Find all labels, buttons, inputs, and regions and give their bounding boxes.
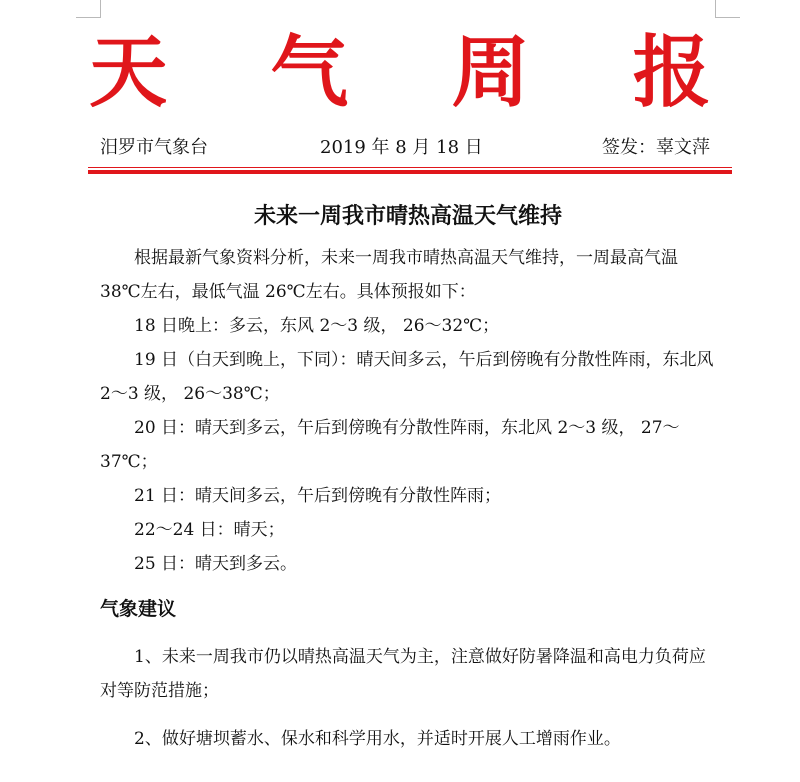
forecast-line: 25 日：晴天到多云。 xyxy=(134,554,298,574)
forecast-line: 19 日（白天到晚上，下同）：晴天间多云，午后到傍晚有分散性阵雨，东北风 2～3 级， 26～38℃； xyxy=(100,350,714,404)
forecast-line: 20 日：晴天到多云，午后到傍晚有分散性阵雨，东北风 2～3 级， 27～37℃； xyxy=(100,418,680,472)
intro-paragraph: 根据最新气象资料分析，未来一周我市晴热高温天气维持，一周最高气温 38℃左右，最低气温 26℃左右。具体预报如下： xyxy=(100,248,678,302)
header-divider-thin xyxy=(88,167,732,168)
signer-label: 签发： xyxy=(602,137,656,158)
advice-list xyxy=(100,640,718,770)
issuing-organization: 汨罗市气象台 xyxy=(100,137,208,158)
issue-date: 2019 年 8 月 18 日 xyxy=(320,137,483,158)
forecast-line: 18 日晚上：多云，东风 2～3 级， 26～32℃； xyxy=(134,316,500,336)
crop-mark-top-left xyxy=(76,0,101,18)
signer-name: 辜文萍 xyxy=(656,137,710,158)
masthead xyxy=(0,18,800,128)
article-headline: 未来一周我市晴热高温天气维持 xyxy=(253,204,562,229)
crop-mark-top-right xyxy=(715,0,740,18)
masthead-title: 天 气 周 报 xyxy=(89,28,749,118)
advice-item: 1、未来一周我市仍以晴热高温天气为主，注意做好防暑降温和高电力负荷应对等防范措施； xyxy=(100,647,706,701)
header-divider-thick xyxy=(88,170,732,174)
issue-info-row xyxy=(100,134,710,162)
article-body xyxy=(100,241,718,581)
signer-block xyxy=(602,134,710,162)
advice-section-title: 气象建议 xyxy=(100,598,177,620)
forecast-line: 22～24 日：晴天； xyxy=(134,520,285,540)
forecast-line: 21 日：晴天间多云，午后到傍晚有分散性阵雨； xyxy=(134,486,502,506)
advice-item: 2、做好塘坝蓄水、保水和科学用水，并适时开展人工增雨作业。 xyxy=(134,729,621,749)
